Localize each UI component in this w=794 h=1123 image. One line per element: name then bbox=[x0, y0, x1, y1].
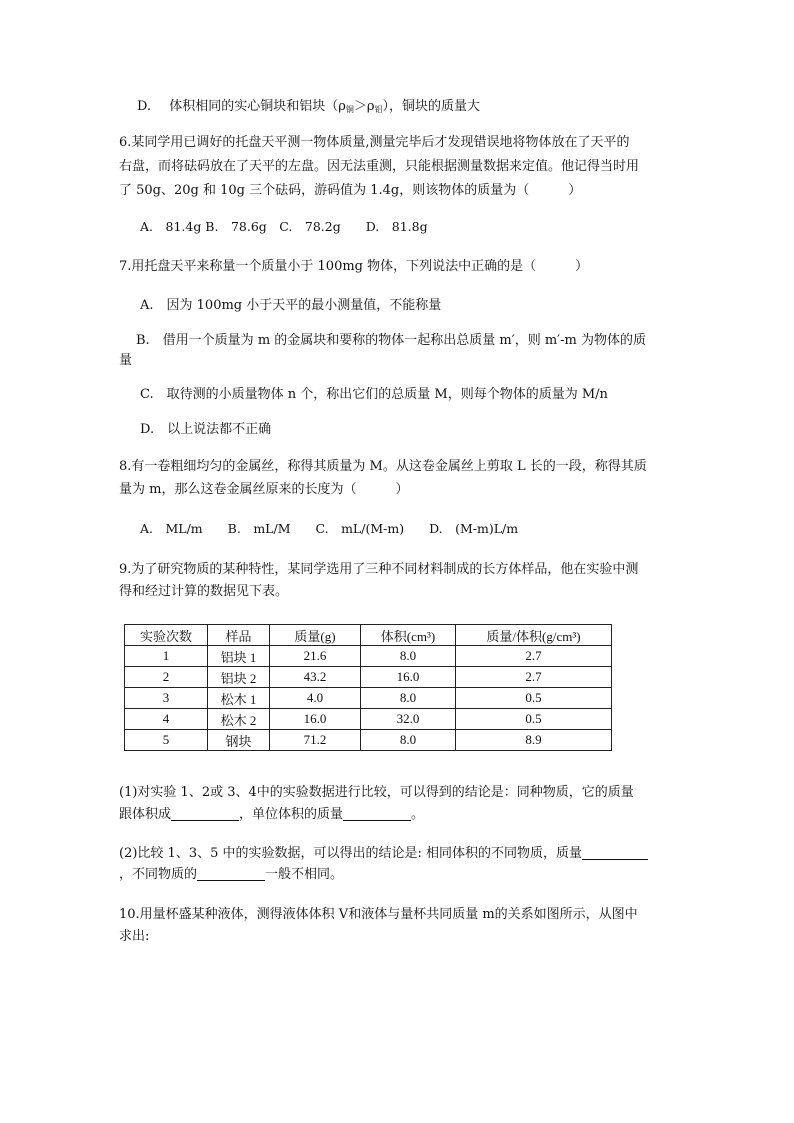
table-header-cell: 体积(cm³) bbox=[361, 625, 456, 646]
table-cell: 71.2 bbox=[270, 730, 361, 751]
answer-blank[interactable] bbox=[582, 845, 648, 860]
q5-option-d-text-b: ），铜块的质量大 bbox=[382, 99, 481, 114]
q6-line-1: 6.某同学用已调好的托盘天平测一物体质量,测量完毕后才发现错误地将物体放在了天平的 bbox=[119, 135, 630, 150]
q5-option-d-letter: D. bbox=[137, 99, 152, 114]
q9-sub2-line-2 bbox=[119, 866, 343, 884]
q10-line-2: 求出: bbox=[119, 929, 150, 944]
table-cell: 43.2 bbox=[270, 667, 361, 688]
table-cell: 8.0 bbox=[361, 646, 456, 667]
table-cell: 8.9 bbox=[456, 730, 612, 751]
table-cell: 8.0 bbox=[361, 688, 456, 709]
table-cell: 松木 1 bbox=[208, 688, 270, 709]
q7-option-a: A. 因为 100mg 小于天平的最小测量值，不能称量 bbox=[140, 298, 442, 313]
table-cell: 16.0 bbox=[270, 709, 361, 730]
table-row bbox=[125, 730, 612, 751]
table-cell: 2.7 bbox=[456, 667, 612, 688]
q9-sub2-line-1 bbox=[119, 845, 648, 863]
table-cell: 32.0 bbox=[361, 709, 456, 730]
table-cell: 5 bbox=[125, 730, 208, 751]
q9-sub2-text-a: (2)比较 1、3、5 中的实验数据，可以得出的结论是: 相同体积的不同物质，质量 bbox=[119, 846, 583, 861]
table-header-cell: 实验次数 bbox=[125, 625, 208, 646]
q7-option-c: C. 取待测的小质量物体 n 个，称出它们的总质量 M，则每个物体的质量为 M/n bbox=[140, 387, 608, 402]
q6-options: A. 81.4g B. 78.6g C. 78.2g D. 81.8g bbox=[140, 219, 428, 234]
q6-line-3: 了 50g、20g 和 10g 三个砝码，游码值为 1.4g，则该物体的质量为（ ） bbox=[119, 183, 582, 198]
q7-option-d: D. 以上说法都不正确 bbox=[140, 422, 272, 437]
q10-line-1: 10.用量杯盛某种液体，测得液体体积 V和液体与量杯共同质量 m的关系如图所示，从图中 bbox=[119, 907, 638, 922]
table-cell: 铝块 2 bbox=[208, 667, 270, 688]
table-header-cell: 样品 bbox=[208, 625, 270, 646]
table-cell: 钢块 bbox=[208, 730, 270, 751]
q5-gt: ＞ρ bbox=[353, 99, 375, 114]
q8-line-1: 8.有一卷粗细均匀的金属丝，称得其质量为 M。从这卷金属丝上剪取 L 长的一段，称得其质 bbox=[119, 459, 647, 474]
q5-sub-aluminum: 铝 bbox=[374, 105, 383, 114]
answer-blank[interactable] bbox=[343, 806, 411, 821]
q6-line-2: 右盘，而将砝码放在了天平的左盘。因无法重测，只能根据测量数据来定值。他记得当时用 bbox=[119, 159, 640, 174]
table-cell: 4 bbox=[125, 709, 208, 730]
table-cell: 3 bbox=[125, 688, 208, 709]
table-header-cell: 质量(g) bbox=[270, 625, 361, 646]
answer-blank[interactable] bbox=[171, 806, 239, 821]
table-row bbox=[125, 646, 612, 667]
q9-sub1-text-c: 。 bbox=[411, 807, 425, 822]
table-cell: 1 bbox=[125, 646, 208, 667]
table-cell: 2 bbox=[125, 667, 208, 688]
q7-stem: 7.用托盘天平来称量一个质量小于 100mg 物体，下列说法中正确的是（ ） bbox=[119, 259, 589, 274]
table-header-cell: 质量/体积(g/cm³) bbox=[456, 625, 612, 646]
q5-option-d-text-a: 体积相同的实心铜块和铝块（ρ bbox=[169, 99, 346, 114]
q5-option-d bbox=[137, 98, 480, 119]
table-cell: 0.5 bbox=[456, 688, 612, 709]
q9-sub1-text-a: 跟体积成 bbox=[119, 807, 172, 822]
table-cell: 2.7 bbox=[456, 646, 612, 667]
table-cell: 16.0 bbox=[361, 667, 456, 688]
q8-line-2: 量为 m，那么这卷金属丝原来的长度为（ ） bbox=[119, 482, 409, 497]
q8-options: A. ML/m B. mL/M C. mL/(M-m) D. (M-m)L/m bbox=[140, 521, 519, 536]
q7-option-b-line-1: B. 借用一个质量为 m 的金属块和要称的物体一起称出总质量 m′，则 m′-m 为物体的质 bbox=[136, 333, 646, 348]
table-row bbox=[125, 688, 612, 709]
table-row bbox=[125, 709, 612, 730]
table-cell: 4.0 bbox=[270, 688, 361, 709]
q9-data-table bbox=[124, 624, 612, 751]
q9-sub2-text-c: 一般不相同。 bbox=[265, 867, 344, 882]
q9-sub1-text-b: ，单位体积的质量 bbox=[239, 807, 344, 822]
table-cell: 铝块 1 bbox=[208, 646, 270, 667]
q7-option-b-line-2: 量 bbox=[119, 353, 133, 368]
table-cell: 松木 2 bbox=[208, 709, 270, 730]
q9-sub2-text-b: ，不同物质的 bbox=[119, 867, 198, 882]
q9-sub1-line-1: (1)对实验 1、2或 3、4中的实验数据进行比较，可以得到的结论是：同种物质，它的质量 bbox=[119, 785, 634, 800]
q9-line-1: 9.为了研究物质的某种特性，某同学选用了三种不同材料制成的长方体样品，他在实验中测 bbox=[119, 562, 639, 577]
q9-sub1-line-2 bbox=[119, 806, 424, 824]
table-cell: 8.0 bbox=[361, 730, 456, 751]
q5-sub-copper: 铜 bbox=[345, 105, 354, 114]
table-cell: 0.5 bbox=[456, 709, 612, 730]
q9-line-2: 得和经过计算的数据见下表。 bbox=[119, 584, 289, 599]
table-row bbox=[125, 667, 612, 688]
answer-blank[interactable] bbox=[197, 866, 265, 881]
table-header-row bbox=[125, 625, 612, 646]
table-cell: 21.6 bbox=[270, 646, 361, 667]
